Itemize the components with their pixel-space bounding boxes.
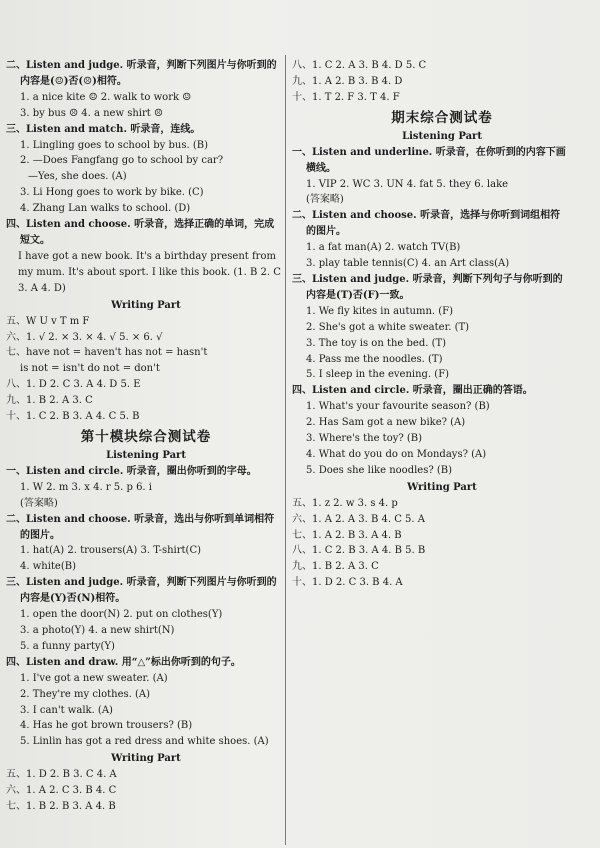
part-heading: Writing Part [111, 753, 181, 765]
answer-line: 1. We fly kites in autumn. (F) [306, 305, 453, 317]
answer-line: 1. a nice kite ☺ 2. walk to work ☺ [20, 91, 192, 103]
left-column [6, 58, 286, 815]
answer-line: 3. by bus ☹ 4. a new shirt ☹ [20, 107, 163, 119]
answer-line: 五、1. z 2. w 3. s 4. p [292, 497, 398, 509]
answer-line: 八、1. C 2. B 3. A 4. B 5. B [292, 545, 426, 557]
question-heading: 三、Listen and match. 听录音，连线。 [6, 123, 201, 135]
answer-line: 九、1. B 2. A 3. C [292, 561, 379, 573]
answer-line: 1. What's your favourite season? (B) [306, 401, 490, 413]
answer-line: 八、1. C 2. A 3. B 4. D 5. C [292, 60, 427, 71]
answer-line: 2. Has Sam got a new bike? (A) [306, 417, 466, 429]
question-heading: 一、Listen and circle. 听录音，圈出你听到的字母。 [6, 465, 257, 477]
answer-line: 3. Where's the toy? (B) [306, 433, 423, 445]
question-heading: 的图片。 [20, 529, 60, 541]
answer-line: 五、W U v T m F [6, 315, 90, 327]
part-heading: Listening Part [402, 130, 482, 142]
answer-line: I have got a new book. It's a birthday present from my mum. It's about sport. I like this book. (1. B 2. C 3. A 4. D) [18, 250, 281, 294]
answer-line: 六、1. A 2. C 3. B 4. C [6, 785, 117, 797]
answer-line: 七、1. A 2. B 3. A 4. B [292, 529, 402, 541]
section-title: 第十模块综合测试卷 [80, 428, 212, 445]
question-heading: 内容是(T)否(F)一致。 [306, 289, 410, 301]
question-heading: 横线。 [306, 162, 336, 174]
answer-line: 十、1. T 2. F 3. T 4. F [292, 91, 400, 103]
answer-line: 七、have not = haven't has not = hasn't [6, 347, 208, 359]
answer-line: 4. Pass me the noodles. (T) [306, 353, 443, 365]
question-heading: 二、Listen and choose. 听录音，选出与你听到单词相符 [6, 513, 275, 525]
answer-line: 4. Zhang Lan walks to school. (D) [20, 203, 191, 215]
question-heading: 三、Listen and judge. 听录音，判断下列图片与你听到的 [6, 577, 277, 589]
answer-line: 4. Has he got brown trousers? (B) [20, 720, 193, 732]
answer-line: is not = isn't do not = don't [20, 363, 160, 375]
answer-line: 九、1. A 2. B 3. B 4. D [292, 75, 403, 87]
answer-line: 4. white(B) [20, 561, 77, 573]
question-heading: 四、Listen and circle. 听录音，圈出正确的答语。 [292, 385, 533, 397]
answer-line: 2. They're my clothes. (A) [20, 688, 151, 700]
answer-line: 1. I've got a new sweater. (A) [20, 672, 168, 684]
answer-line: 3. Li Hong goes to work by bike. (C) [20, 187, 204, 199]
question-heading: 四、Listen and draw. 用“△”标出你听到的句子。 [6, 656, 241, 668]
part-heading: Listening Part [106, 449, 186, 461]
answer-line: 3. a photo(Y) 4. a new shirt(N) [20, 625, 175, 636]
question-heading: 二、Listen and judge. 听录音，判断下列图片与你听到的 [6, 60, 277, 71]
answer-line: (答案略) [20, 497, 58, 509]
question-heading: 的图片。 [306, 226, 346, 238]
right-column [292, 58, 592, 591]
answer-line: 2. —Does Fangfang go to school by car? [20, 155, 224, 167]
answer-line: 5. Linlin has got a red dress and white shoes. (A) [20, 736, 269, 748]
answer-line: 十、1. C 2. B 3. A 4. C 5. B [6, 411, 140, 423]
question-heading: 三、Listen and judge. 听录音，判断下列句子与你听到的 [292, 273, 563, 285]
answer-line: 1. hat(A) 2. trousers(A) 3. T-shirt(C) [20, 545, 201, 557]
answer-line: —Yes, she does. (A) [28, 171, 127, 183]
part-heading: Writing Part [407, 481, 477, 493]
question-heading: 二、Listen and choose. 听录音，选择与你听到词组相符 [292, 210, 561, 222]
answer-line: 3. The toy is on the bed. (T) [306, 337, 447, 349]
answer-line: 七、1. B 2. B 3. A 4. B [6, 801, 116, 813]
answer-line: 九、1. B 2. A 3. C [6, 395, 93, 407]
answer-line: 六、1. A 2. A 3. B 4. C 5. A [292, 513, 425, 525]
answer-line: 5. a funny party(Y) [20, 640, 115, 652]
question-heading: 短文。 [20, 234, 50, 246]
answer-line: 1. Lingling goes to school by bus. (B) [20, 139, 208, 151]
answer-line: 5. Does she like noodles? (B) [306, 464, 453, 476]
answer-line: 4. What do you do on Mondays? (A) [306, 448, 487, 460]
answer-line: 十、1. D 2. C 3. B 4. A [292, 577, 403, 589]
question-heading: 内容是(Y)否(N)相符。 [20, 593, 126, 605]
answer-line: 五、1. D 2. B 3. C 4. A [6, 769, 117, 781]
answer-line: 3. I can't walk. (A) [20, 704, 113, 716]
answer-line: 1. open the door(N) 2. put on clothes(Y) [20, 609, 223, 621]
answer-line: 1. W 2. m 3. x 4. r 5. p 6. i [20, 481, 152, 493]
answer-line: 1. VIP 2. WC 3. UN 4. fat 5. they 6. lake [306, 178, 509, 190]
part-heading: Writing Part [111, 299, 181, 311]
answer-line: 5. I sleep in the evening. (F) [306, 369, 450, 381]
section-title: 期末综合测试卷 [391, 109, 493, 126]
answer-line: 六、1. √ 2. × 3. × 4. √ 5. × 6. √ [6, 331, 163, 343]
answer-line: 八、1. D 2. C 3. A 4. D 5. E [6, 379, 141, 391]
question-heading: 四、Listen and choose. 听录音，选择正确的单词，完成 [6, 219, 275, 231]
question-heading: 一、Listen and underline. 听录音，在你听到的内容下画 [292, 146, 566, 158]
answer-line: 2. She's got a white sweater. (T) [306, 321, 470, 333]
answer-line: 1. a fat man(A) 2. watch TV(B) [306, 242, 461, 254]
answer-line: (答案略) [306, 194, 344, 206]
question-heading: 内容是(☺)否(☹)相符。 [20, 75, 127, 87]
answer-line: 3. play table tennis(C) 4. an Art class(A) [306, 258, 510, 270]
